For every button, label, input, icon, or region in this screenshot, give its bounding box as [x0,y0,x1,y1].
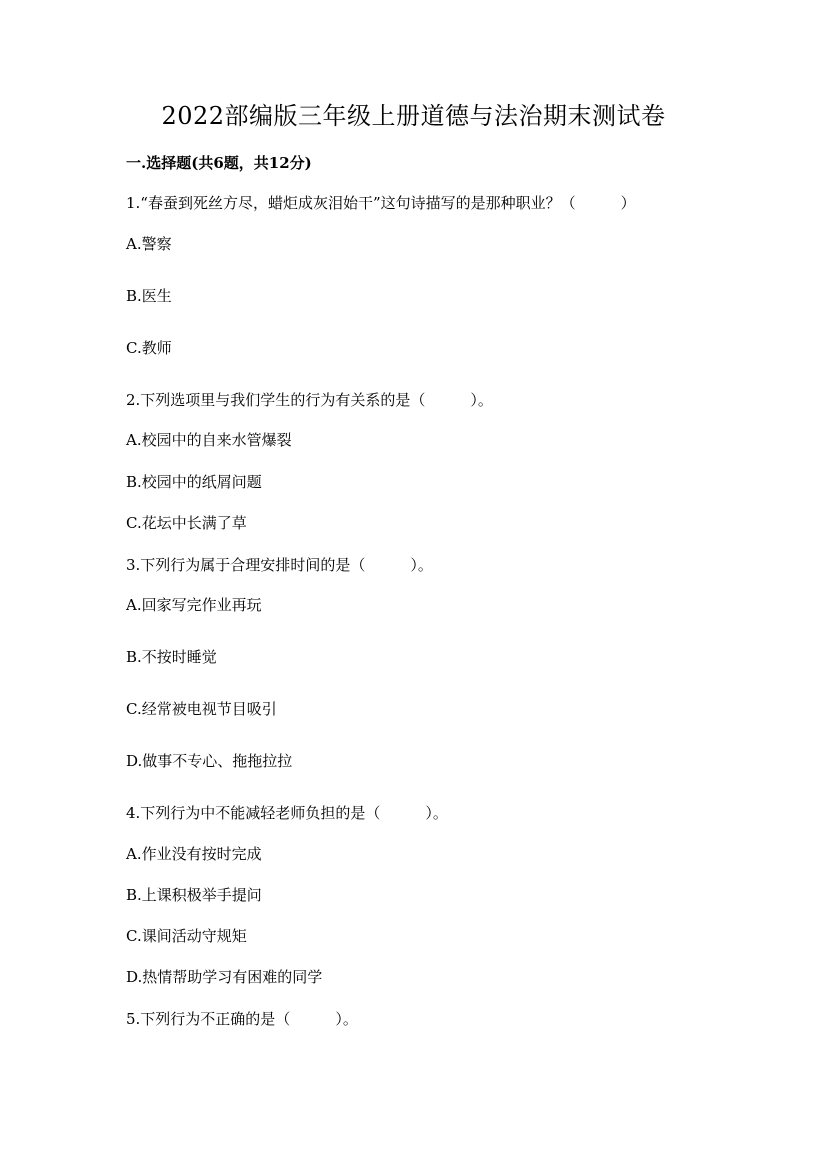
question-1-option-b: B.医生 [126,287,172,305]
question-2-option-c: C.花坛中长满了草 [126,514,247,532]
question-1-stem: 1.“春蚕到死丝方尽，蜡炬成灰泪始干”这句诗描写的是那种职业？（ ） [126,194,636,212]
question-2-option-b: B.校园中的纸屑问题 [126,473,262,491]
question-3-stem: 3.下列行为属于合理安排时间的是（ ）。 [126,556,433,574]
section-heading: 一.选择题(共6题，共12分) [126,154,312,172]
question-1-option-a: A.警察 [126,235,172,253]
question-3-option-b: B.不按时睡觉 [126,648,217,666]
question-4-option-b: B.上课积极举手提问 [126,886,262,904]
question-1-option-c: C.教师 [126,339,172,357]
question-5-stem: 5.下列行为不正确的是（ ）。 [126,1010,358,1028]
question-3-option-d: D.做事不专心、拖拖拉拉 [126,752,293,770]
question-4-option-a: A.作业没有按时完成 [126,845,262,863]
question-2-option-a: A.校园中的自来水管爆裂 [126,431,292,449]
question-4-option-c: C.课间活动守规矩 [126,927,247,945]
question-3-option-a: A.回家写完作业再玩 [126,596,262,614]
question-3-option-c: C.经常被电视节目吸引 [126,700,277,718]
question-4-stem: 4.下列行为中不能减轻老师负担的是（ ）。 [126,804,448,822]
question-4-option-d: D.热情帮助学习有困难的同学 [126,968,323,986]
exam-title: 2022部编版三年级上册道德与法治期末测试卷 [161,102,666,130]
question-2-stem: 2.下列选项里与我们学生的行为有关系的是（ ）。 [126,391,493,409]
